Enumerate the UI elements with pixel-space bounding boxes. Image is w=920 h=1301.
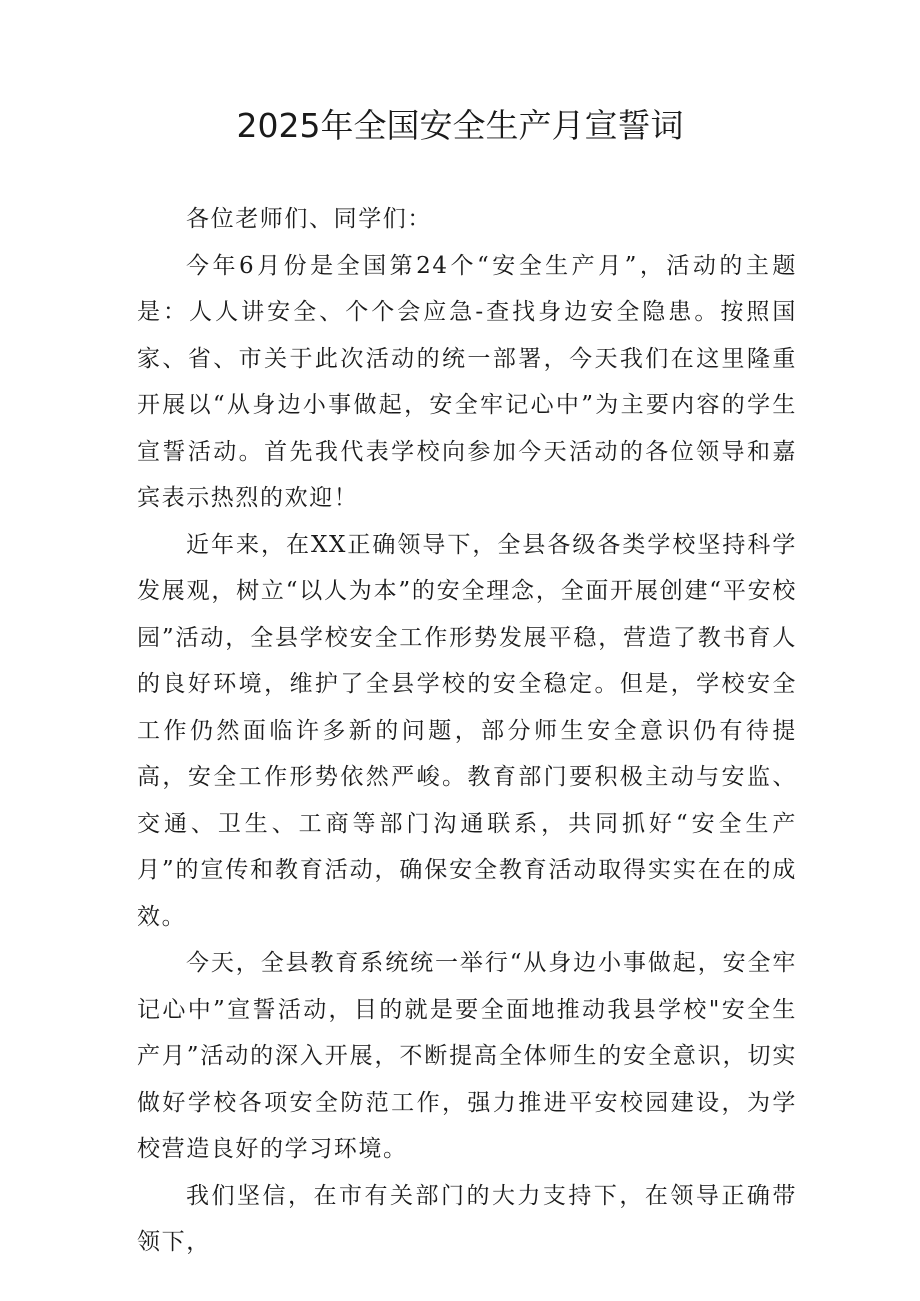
- paragraph-theme: 今年6月份是全国第24个“安全生产月”，活动的主题是：人人讲安全、个个会应急-查找身边安全隐患。按照国家、省、市关于此次活动的统一部署，今天我们在这里隆重开展以“从身边小事做起，安全牢记心中”为主要内容的学生宣誓活动。首先我代表学校向参加今天活动的各位领导和嘉宾表示热烈的欢迎！: [137, 252, 797, 511]
- document-body: [137, 196, 797, 1266]
- document-title: 2025年全国安全生产月宣誓词: [236, 106, 684, 145]
- paragraph-we-believe: 我们坚信，在市有关部门的大力支持下，在领导正确带领下，: [137, 1182, 797, 1255]
- paragraph-today: 今天，全县教育系统统一举行“从身边小事做起，安全牢记心中”宣誓活动，目的就是要全面地推动我县学校"安全生产月”活动的深入开展，不断提高全体师生的安全意识，切实做好学校各项安全防范工作，强力推进平安校园建设，为学校营造良好的学习环境。: [137, 950, 797, 1162]
- paragraph-recent-years: 近年来，在XX正确领导下，全县各级各类学校坚持科学发展观，树立“以人为本”的安全理念，全面开展创建“平安校园”活动，全县学校安全工作形势发展平稳，营造了教书育人的良好环境，维护了全县学校的安全稳定。但是，学校安全工作仍然面临许多新的问题，部分师生安全意识仍有待提高，安全工作形势依然严峻。教育部门要积极主动与安监、交通、卫生、工商等部门沟通联系，共同抓好“安全生产月”的宣传和教育活动，确保安全教育活动取得实实在在的成效。: [137, 531, 797, 930]
- greeting-paragraph: 各位老师们、同学们：: [186, 206, 432, 232]
